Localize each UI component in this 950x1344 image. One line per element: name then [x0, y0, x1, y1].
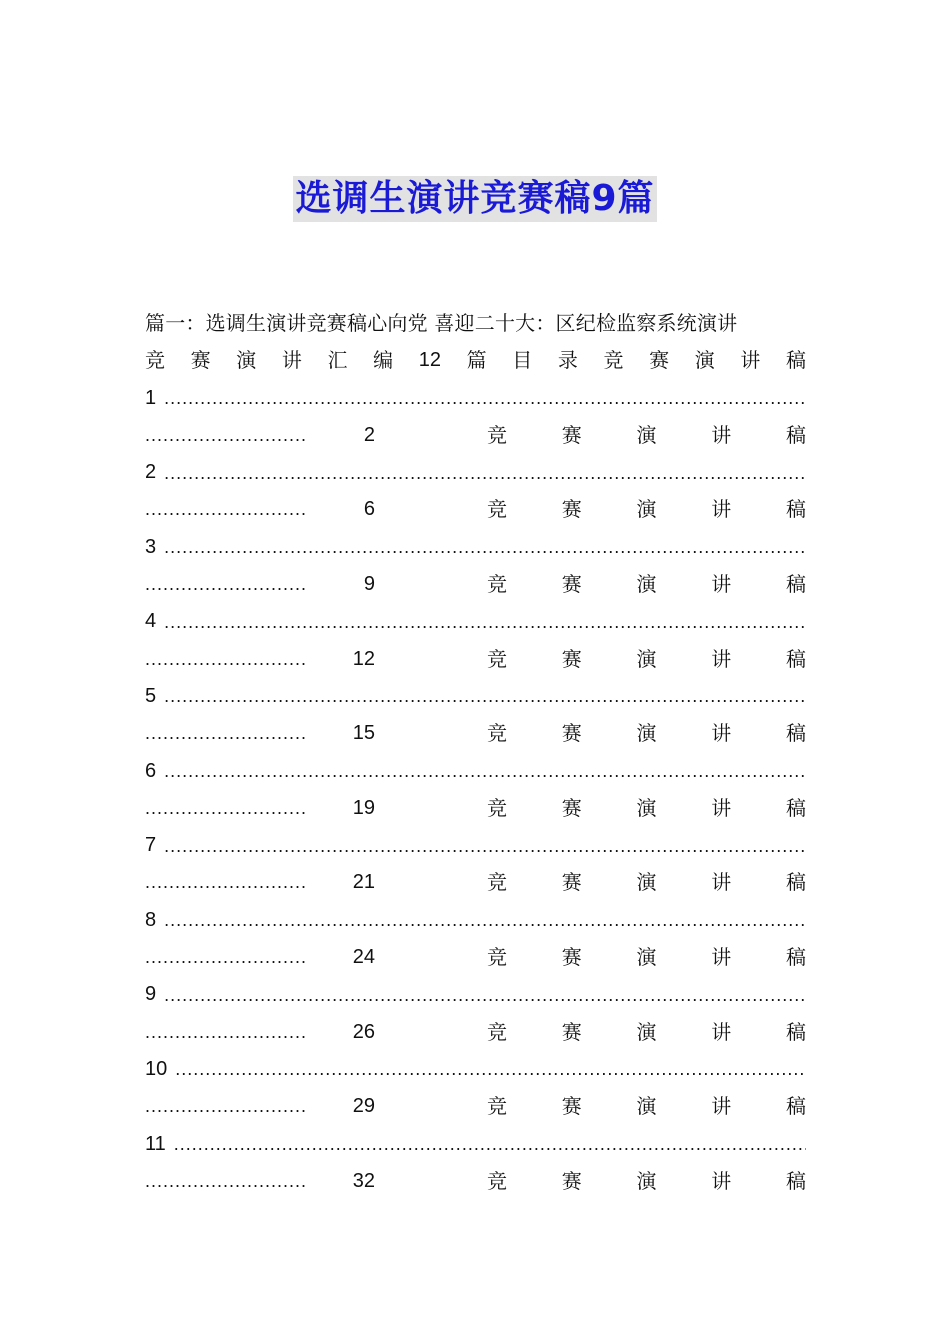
toc-title-char: 稿	[786, 870, 806, 895]
toc-page-number: 21	[352, 871, 375, 894]
toc-title-char: 竞	[487, 1168, 507, 1193]
toc-entry-number: 9	[145, 983, 157, 1006]
toc-entry-page-line[interactable]	[145, 1088, 806, 1125]
dot-leader	[145, 1163, 305, 1200]
dot-leader	[145, 566, 305, 603]
toc-title-char: 稿	[786, 721, 806, 746]
toc-page-number: 24	[352, 946, 375, 969]
toc-title-char: 演	[636, 646, 657, 671]
intro-line-2	[145, 342, 806, 379]
intro-char: 目	[512, 348, 533, 373]
toc-title-char: 讲	[711, 646, 732, 671]
toc-page-number: 15	[352, 722, 375, 745]
toc-entry-number: 4	[145, 610, 157, 633]
intro-char: 演	[236, 348, 257, 373]
toc-title-char: 讲	[711, 795, 732, 820]
intro-char: 赛	[649, 348, 670, 373]
toc-entry-page-line[interactable]	[145, 939, 806, 976]
toc-title-char: 演	[636, 795, 657, 820]
toc-title-char: 竞	[487, 422, 507, 447]
toc-title-char: 竞	[487, 870, 507, 895]
dot-leader	[164, 678, 806, 715]
dot-leader	[145, 417, 305, 454]
toc-title-char: 演	[636, 721, 657, 746]
toc-title-char: 竞	[487, 646, 507, 671]
intro-char: 稿	[786, 348, 806, 373]
toc-title-char: 讲	[711, 497, 732, 522]
intro-char: 汇	[327, 348, 348, 373]
dot-leader	[145, 790, 305, 827]
toc-title-char: 演	[636, 1094, 657, 1119]
toc-title-char: 竞	[487, 1019, 507, 1044]
intro-char: 讲	[281, 348, 302, 373]
toc-title-char: 稿	[786, 497, 806, 522]
dot-leader	[164, 827, 806, 864]
dot-leader	[145, 641, 305, 678]
dot-leader	[145, 1014, 305, 1051]
toc-title-char: 稿	[786, 422, 806, 447]
toc-title-char: 讲	[711, 1094, 732, 1119]
dot-leader	[145, 491, 305, 528]
toc-title-char: 演	[636, 422, 657, 447]
toc-title-char: 稿	[786, 795, 806, 820]
dot-leader	[145, 939, 305, 976]
toc-entry-title	[487, 790, 806, 827]
toc-entry-title	[487, 491, 806, 528]
toc-title-char: 讲	[711, 721, 732, 746]
toc-entry-title	[487, 1163, 806, 1200]
toc-entry-number-line[interactable]	[145, 529, 806, 566]
intro-char: 录	[557, 348, 578, 373]
intro-char: 讲	[740, 348, 761, 373]
toc-title-char: 讲	[711, 1168, 732, 1193]
intro-char: 竞	[145, 348, 165, 373]
toc-entry-title	[487, 417, 806, 454]
toc-page-number: 12	[352, 647, 375, 670]
toc-title-char: 赛	[561, 572, 582, 597]
toc-entry-title	[487, 1088, 806, 1125]
toc-title-char: 讲	[711, 945, 732, 970]
toc-title-char: 稿	[786, 1168, 806, 1193]
toc-entry-number: 1	[145, 386, 157, 409]
document-body	[145, 305, 806, 1200]
toc-entry-title	[487, 566, 806, 603]
toc-title-char: 竞	[487, 572, 507, 597]
toc-entry-number-line[interactable]	[145, 678, 806, 715]
toc-title-char: 赛	[561, 646, 582, 671]
toc-title-char: 竞	[487, 1094, 507, 1119]
toc-entry-title	[487, 939, 806, 976]
toc-entry-number: 3	[145, 535, 157, 558]
toc-entry-number: 7	[145, 834, 157, 857]
toc-entry-number-line[interactable]	[145, 603, 806, 640]
toc-title-char: 演	[636, 945, 657, 970]
toc-entry-page-line[interactable]	[145, 417, 806, 454]
toc-entry-number-line[interactable]	[145, 753, 806, 790]
toc-entry-number: 5	[145, 684, 157, 707]
toc-entry-page-line[interactable]	[145, 566, 806, 603]
dot-leader	[164, 380, 806, 417]
intro-text: 篇一：选调生演讲竞赛稿心向党 喜迎二十大：区纪检监察系统演讲	[145, 311, 738, 335]
dot-leader	[164, 454, 806, 491]
toc-title-char: 演	[636, 497, 657, 522]
toc-page-number: 6	[363, 498, 375, 521]
toc-entry-page-line[interactable]	[145, 864, 806, 901]
title-container	[0, 176, 950, 222]
intro-line	[145, 305, 806, 342]
dot-leader	[164, 603, 806, 640]
toc-entry-title	[487, 1014, 806, 1051]
toc-entry-number: 11	[145, 1132, 166, 1155]
toc-title-char: 赛	[561, 497, 582, 522]
toc-entry-number: 8	[145, 908, 157, 931]
toc-entry-number-line[interactable]	[145, 454, 806, 491]
toc-title-char: 演	[636, 572, 657, 597]
dot-leader	[164, 753, 806, 790]
toc-title-char: 讲	[711, 572, 732, 597]
intro-char: 演	[694, 348, 715, 373]
toc-title-char: 演	[636, 1019, 657, 1044]
dot-leader	[145, 864, 305, 901]
toc-entry-page-line[interactable]	[145, 715, 806, 752]
toc-title-char: 赛	[561, 1168, 582, 1193]
toc-page-number: 29	[352, 1095, 375, 1118]
toc-page-number: 19	[352, 796, 375, 819]
toc-title-char: 赛	[561, 795, 582, 820]
dot-leader	[175, 1051, 806, 1088]
toc-entry-number: 10	[145, 1057, 168, 1080]
toc-title-char: 竞	[487, 795, 507, 820]
dot-leader	[145, 715, 305, 752]
intro-char: 竞	[603, 348, 624, 373]
toc-title-char: 稿	[786, 1094, 806, 1119]
toc-entry-title	[487, 864, 806, 901]
dot-leader	[145, 1088, 305, 1125]
toc-entry-number-line[interactable]	[145, 976, 806, 1013]
toc-entry-title	[487, 641, 806, 678]
toc-title-char: 赛	[561, 1094, 582, 1119]
toc-title-char: 赛	[561, 945, 582, 970]
toc-page-number: 26	[352, 1020, 375, 1043]
toc-title-char: 赛	[561, 721, 582, 746]
toc-title-char: 赛	[561, 870, 582, 895]
toc-title-char: 竞	[487, 497, 507, 522]
toc-title-char: 竞	[487, 721, 507, 746]
toc-title-char: 讲	[711, 870, 732, 895]
dot-leader	[164, 902, 806, 939]
toc-page-number: 9	[363, 573, 375, 596]
toc-entry-number-line[interactable]	[145, 1126, 806, 1163]
toc-entry-page-line[interactable]	[145, 641, 806, 678]
toc-entry-page-line[interactable]	[145, 790, 806, 827]
toc-entry-number-line[interactable]	[145, 902, 806, 939]
toc-entry-number: 6	[145, 759, 157, 782]
dot-leader	[164, 976, 806, 1013]
toc-entry-page-line[interactable]	[145, 491, 806, 528]
dot-leader	[174, 1126, 806, 1163]
toc-title-char: 稿	[786, 945, 806, 970]
toc-title-char: 演	[636, 870, 657, 895]
intro-char: 编	[373, 348, 394, 373]
toc-entry-title	[487, 715, 806, 752]
intro-char: 12	[418, 349, 441, 372]
toc-entry-page-line[interactable]	[145, 1163, 806, 1200]
page-title: 选调生演讲竞赛稿9篇	[293, 176, 656, 222]
toc-entry-number: 2	[145, 461, 157, 484]
toc-title-char: 稿	[786, 646, 806, 671]
toc-entry-number-line[interactable]	[145, 827, 806, 864]
toc-entry-page-line[interactable]	[145, 1014, 806, 1051]
intro-char: 赛	[190, 348, 211, 373]
toc-title-char: 讲	[711, 1019, 732, 1044]
toc-title-char: 讲	[711, 422, 732, 447]
toc-title-char: 稿	[786, 1019, 806, 1044]
toc-entry-number-line[interactable]	[145, 380, 806, 417]
toc-entry-number-line[interactable]	[145, 1051, 806, 1088]
dot-leader	[164, 529, 806, 566]
toc-title-char: 赛	[561, 422, 582, 447]
toc-title-char: 演	[636, 1168, 657, 1193]
intro-char: 篇	[466, 348, 487, 373]
toc-page-number: 2	[363, 423, 375, 446]
toc-title-char: 稿	[786, 572, 806, 597]
toc-title-char: 竞	[487, 945, 507, 970]
toc-page-number: 32	[352, 1169, 375, 1192]
toc-title-char: 赛	[561, 1019, 582, 1044]
